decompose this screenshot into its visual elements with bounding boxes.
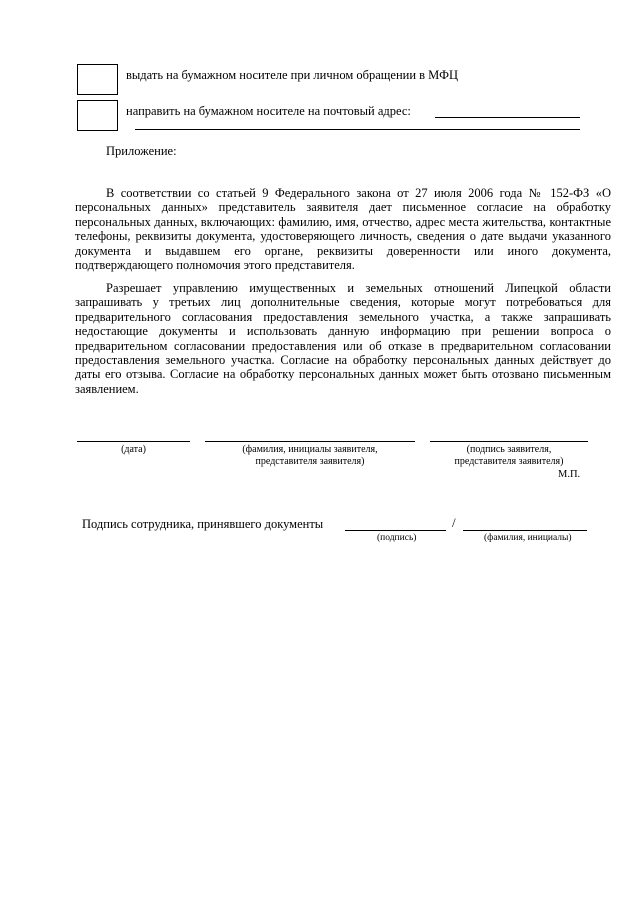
applicant-name-caption-line2: представителя заявителя) [255,455,365,467]
staff-signature-label: Подпись сотрудника, принявшего документы [82,517,324,531]
date-line[interactable] [77,441,190,442]
checkbox-mfc[interactable] [77,64,118,95]
applicant-signature-caption [430,444,588,467]
consent-paragraph-1: В соответствии со статьей 9 Федерального закона от 27 июля 2006 года № 152-ФЗ «О персональных данных» представитель заявителя дает письменное согласие на обработку персональных данных, включающих: фамилию, имя, отчество, адрес места жительства, контактные телефоны, реквизиты документа, удостоверяющего личность, сведения о дате выдачи указанного документа и выдавшем его органе, реквизиты доверенности или иного документа, подтверждающего полномочия этого представителя. [75,186,611,273]
applicant-signature-caption-line2: представителя заявителя) [454,455,564,467]
postal-address-line-2[interactable] [135,129,580,130]
applicant-signature-caption-line1: (подпись заявителя, [466,444,552,455]
checkbox-post[interactable] [77,100,118,131]
applicant-name-line[interactable] [205,441,415,442]
staff-signature-line[interactable] [345,530,446,531]
consent-paragraph-2: Разрешает управлению имущественных и земельных отношений Липецкой области запрашивать у третьих лиц дополнительные сведения, которые могут потребоваться для предварительного согласования предоставления земельного участка, а также запрашивать недостающие документы и использовать данную информацию при решении вопроса о предварительном согласовании предоставления или об отказе в предварительном согласовании предоставления земельного участка. Согласие на обработку персональных данных действует до даты его отзыва. Согласие на обработку персональных данных может быть отозвано письменным заявлением. [75,281,611,396]
option-post-label: направить на бумажном носителе на почтовый адрес: [126,104,411,118]
appendix-label: Приложение: [106,144,177,158]
staff-signature-caption: (подпись) [377,533,417,543]
postal-address-line-1[interactable] [435,117,580,118]
applicant-name-caption-line1: (фамилия, инициалы заявителя, [242,444,378,455]
option-mfc-label: выдать на бумажном носителе при личном обращении в МФЦ [126,68,459,82]
staff-name-caption: (фамилия, инициалы) [484,533,572,543]
applicant-name-caption [205,444,415,467]
date-caption: (дата) [121,444,146,455]
staff-name-line[interactable] [463,530,587,531]
staff-separator: / [452,515,456,530]
applicant-signature-line[interactable] [430,441,588,442]
seal-mark: М.П. [558,469,581,480]
